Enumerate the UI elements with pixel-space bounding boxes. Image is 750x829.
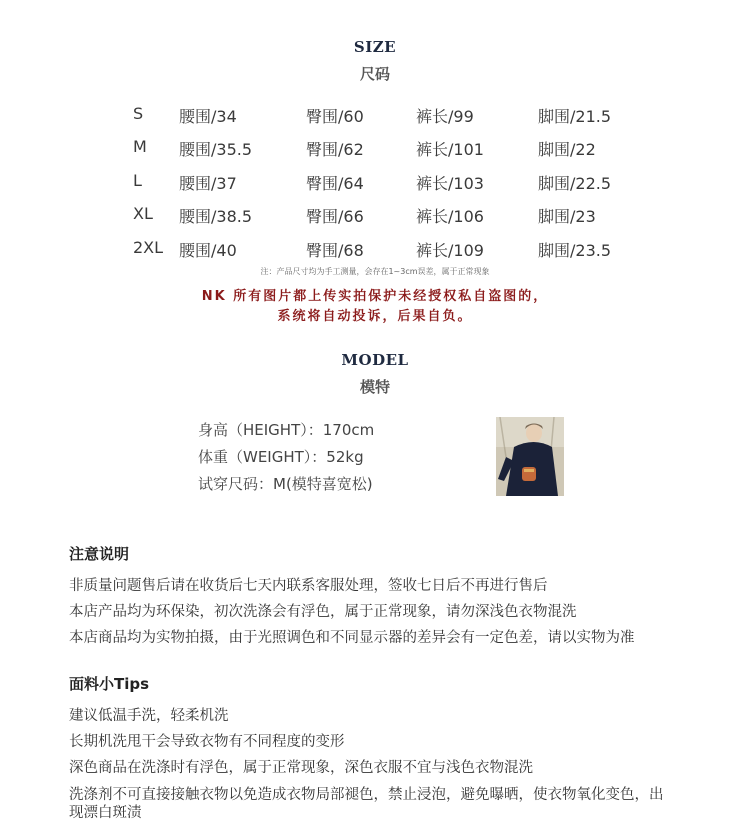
copyright-warning-line2: 系统将自动投诉，后果自负。: [277, 309, 473, 324]
tips-line: 长期机洗甩干会导致衣物有不同程度的变形: [69, 734, 345, 750]
waist-value: 腰围/40: [179, 240, 237, 260]
length-value: 裤长/109: [416, 240, 484, 260]
hip-value: 臀围/64: [306, 173, 364, 193]
size-title-en: SIZE: [353, 38, 397, 56]
notice-line: 本店商品均为实物拍摄，由于光照调色和不同显示器的差异会有一定色差，请以实物为准: [69, 630, 635, 646]
model-weight: 体重（WEIGHT）：52kg: [198, 448, 364, 466]
tips-line: 现漂白斑渍: [69, 805, 142, 821]
model-size-worn: 试穿尺码：M(模特喜宽松): [198, 475, 373, 493]
waist-value: 腰围/37: [179, 173, 237, 193]
hem-value: 脚围/23.5: [538, 240, 612, 260]
tips-title: 面料小Tips: [69, 675, 150, 693]
tips-line: 深色商品在洗涤时有浮色，属于正常现象，深色衣服不宜与浅色衣物混洗: [69, 760, 533, 776]
waist-value: 腰围/38.5: [179, 207, 253, 227]
copyright-warning-line1: NK 所有图片都上传实拍保护未经授权私自盗图的，: [201, 289, 549, 304]
notice-line: 本店产品均为环保染，初次洗涤会有浮色，属于正常现象，请勿深浅色衣物混洗: [69, 604, 577, 620]
size-label: L: [133, 170, 142, 190]
measurement-note: 注：产品尺寸均为手工测量，会存在1~3cm误差，属于正常现象: [260, 267, 490, 276]
model-height: 身高（HEIGHT）：170cm: [198, 421, 375, 439]
size-label: 2XL: [133, 237, 164, 257]
hip-value: 臀围/66: [306, 207, 364, 227]
hip-value: 臀围/60: [306, 107, 364, 126]
model-title-en: MODEL: [341, 351, 409, 369]
tips-line: 建议低温手洗，轻柔机洗: [69, 708, 229, 724]
waist-value: 腰围/34: [179, 107, 237, 126]
hem-value: 脚围/23: [538, 207, 596, 227]
model-title-cn: 模特: [359, 378, 390, 396]
hem-value: 脚围/22: [538, 140, 596, 160]
model-photo: [496, 417, 564, 496]
length-value: 裤长/101: [416, 140, 484, 160]
notice-line: 非质量问题售后请在收货后七天内联系客服处理，签收七日后不再进行售后: [69, 578, 548, 594]
notice-title: 注意说明: [69, 545, 130, 563]
model-info: [198, 419, 374, 500]
size-label: S: [133, 104, 144, 123]
waist-value: 腰围/35.5: [179, 140, 253, 160]
hem-value: 脚围/22.5: [538, 173, 612, 193]
size-label: M: [133, 137, 147, 157]
size-title-cn: 尺码: [359, 65, 390, 83]
hip-value: 臀围/62: [306, 140, 364, 160]
length-value: 裤长/99: [416, 107, 474, 126]
hip-value: 臀围/68: [306, 240, 364, 260]
length-value: 裤长/103: [416, 173, 484, 193]
size-label: XL: [133, 204, 153, 224]
tips-line: 洗涤剂不可直接接触衣物以免造成衣物局部褪色，禁止浸泡，避免曝晒，使衣物氧化变色，出: [69, 787, 664, 803]
length-value: 裤长/106: [416, 207, 484, 227]
hem-value: 脚围/21.5: [538, 107, 612, 126]
